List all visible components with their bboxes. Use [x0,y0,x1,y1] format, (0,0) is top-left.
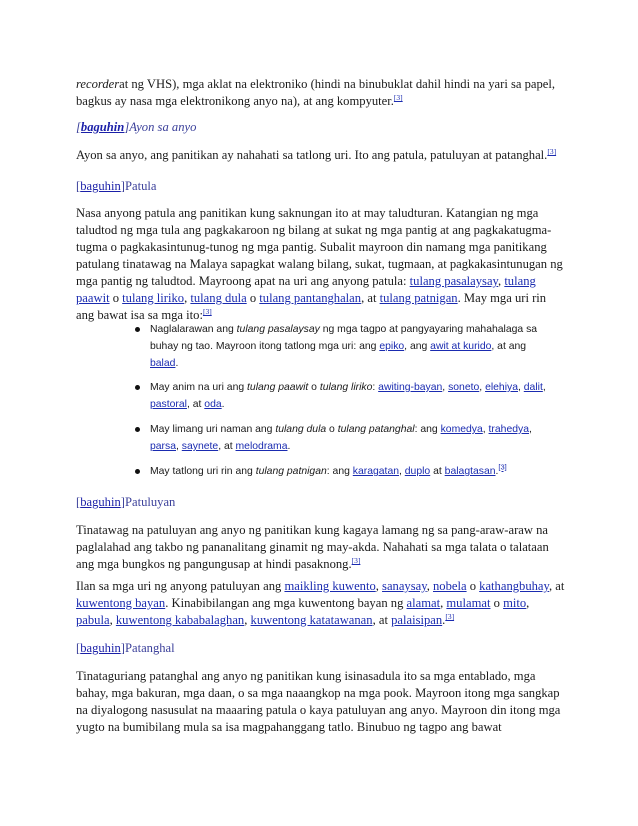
ayon-text: Ayon sa anyo, ang panitikan ay nahahati sa tatlong uri. Ito ang patula, patuluyan at patanghal. [76,148,548,162]
list-text: : ang [414,424,441,435]
link-tulang[interactable]: tulang [504,274,536,288]
patula-line: taludtod ng mga tula ang pagkakaroon ng bilang at sukat ng mga pantig at ang pagkakatugma- [76,223,552,237]
link-sanaysay[interactable]: sanaysay [382,579,427,593]
section-patuluyan-heading: [baguhin]Patuluyan [76,495,176,509]
list-em: tulang paawit [247,382,309,393]
list-text: buhay ng tao. Mayroon itong tatlong mga uri: ang [150,341,380,352]
link-mito[interactable]: mito [503,596,527,610]
link-kuwentong-bayan[interactable]: kuwentong bayan [76,596,166,610]
list-em: tulang patanghal [337,424,415,435]
patula-text: . May mga uri rin [457,291,547,305]
patula-text: mga pantig ng taludtod. Mayroong apat na uri ang anyong patula: [76,274,410,288]
link-tulang-pantanghalan[interactable]: tulang pantanghalan [259,291,362,305]
patuluyan-line: Tinatawag na patuluyan ang anyo ng panitikan kung kagaya lamang ng sa pang-araw-araw na [76,523,548,537]
link-awit-at-kurido[interactable]: awit at kurido [430,341,492,352]
link-kuwentong-kababalaghan[interactable]: kuwentong kababalaghan [115,613,245,627]
link-melodrama[interactable]: melodrama [235,441,288,452]
patanghal-paragraph [76,668,568,736]
link-komedya[interactable]: komedya [440,424,483,435]
link-karagatan[interactable]: karagatan [352,466,399,477]
list-text: : [372,382,379,393]
list-text: . [221,399,225,410]
list-text: : ang [326,466,353,477]
intro-paragraph [76,76,568,110]
intro-text-2: bagkus ay nasa mga elektronikong anyo na), at ang kompyuter. [76,94,394,108]
patula-text: ang bawat isa sa mga ito: [76,308,203,322]
patuluyan-paragraph-2 [76,578,568,629]
link-soneto[interactable]: soneto [448,382,480,393]
link-balad[interactable]: balad [150,358,176,369]
list-item-line: May anim na uri ang tulang paawit o tulang liriko: awiting-bayan, soneto, elehiya, dalit, [150,382,546,393]
patula-line: Nasa anyong patula ang panitikan kung saknungan ito at may taludturan. Katangian ng mga [76,206,539,220]
patula-conj: o [109,291,123,305]
edit-link-patuluyan[interactable]: baguhin [80,495,121,509]
bullet-icon [135,385,140,390]
list-item [132,321,562,372]
section-patanghal-title: Patanghal [124,641,175,655]
list-text: o [308,382,320,393]
patuluyan-line: pabula, kuwentong kababalaghan, kuwentong katatawanan, at palaisipan.[3] [76,611,455,627]
patuluyan-text: . [442,613,446,627]
patula-conj: o [246,291,260,305]
patula-line: paawit o tulang liriko, tulang dula o tulang pantanghalan, at tulang patnigan. May mga uri rin [76,291,547,305]
list-text: . [287,441,291,452]
patuluyan-ref-link[interactable]: [3] [445,611,455,621]
list-text: . [175,358,179,369]
list-item-line: May tatlong uri rin ang tulang patnigan: ang karagatan, duplo at balagtasan.[3] [150,462,507,477]
list-item-line: May limang uri naman ang tulang dula o tulang patanghal: ang komedya, trahedya, [150,424,532,435]
link-tulang-liriko[interactable]: tulang liriko [122,291,185,305]
patula-conj: , at [361,291,380,305]
list-text: , at ang [491,341,527,352]
edit-link-patula[interactable]: baguhin [80,179,121,193]
link-epiko[interactable]: epiko [379,341,405,352]
list-item [132,379,562,413]
list-item-line [150,396,562,413]
intro-ref-link[interactable]: [3] [393,92,403,102]
patuluyan-line: Ilan sa mga uri ng anyong patuluyan ang maikling kuwento, sanaysay, nobela o kathangbuhay, at [76,579,565,593]
list-item-line: parsa, saynete, at melodrama. [150,441,291,452]
link-mulamat[interactable]: mulamat [446,596,491,610]
intro-line-2 [76,93,568,110]
link-pabula[interactable]: pabula [76,613,110,627]
link-tulang-patnigan[interactable]: tulang patnigan [379,291,458,305]
patula-paragraph [76,205,568,324]
section-patula-title: Patula [124,179,157,193]
intro-em: recorder [76,77,120,91]
link-elehiya[interactable]: elehiya [485,382,518,393]
ayon-paragraph [76,147,568,164]
edit-link-ayon[interactable]: baguhin [80,120,125,134]
link-duplo[interactable]: duplo [404,466,431,477]
link-tulang-dula[interactable]: tulang dula [190,291,247,305]
patula-line: mga pantig ng taludtod. Mayroong apat na uri ang anyong patula: tulang pasalaysay, tulang [76,274,536,288]
patuluyan-text: , at [372,613,392,627]
link-kathangbuhay[interactable]: kathangbuhay [479,579,549,593]
patanghal-line: Tinataguriang patanghal ang anyo ng panitikan kung isinasadula ito sa mga entablado, mga [76,669,536,683]
list-em: tulang pasalaysay [236,324,320,335]
list-em: tulang dula [275,424,327,435]
patuluyan-text: ang mga bungkos ng pangungusap at hindi pasaknong. [76,557,352,571]
patuluyan-line [76,556,568,573]
list-ref-link[interactable]: [3] [498,462,507,472]
list-text: May anim na uri ang [150,382,248,393]
patula-line: patulang tinatawag na Malaya sapagkat walang bilang, sukat, tugmaan, at pagkakasintunugan ng [76,257,563,271]
list-text: Naglalarawan ang [150,324,237,335]
list-text: at [430,466,445,477]
link-kuwentong-katatawanan[interactable]: kuwentong katatawanan [250,613,373,627]
patuluyan-paragraph-1 [76,522,568,573]
list-text: May limang uri naman ang [150,424,276,435]
list-text: o [326,424,338,435]
bullet-icon [135,469,140,474]
section-patuluyan-title: Patuluyan [124,495,176,509]
patuluyan-ref-link[interactable]: [3] [351,555,361,565]
patuluyan-text: o [466,579,480,593]
link-parsa[interactable]: parsa [150,441,176,452]
link-balagtasan[interactable]: balagtasan [444,466,496,477]
list-text: , at [186,399,205,410]
patula-line: tugma o pagkakasintunug-tunog ng mga pantig. Subalit mayroon din namang mga panitikang [76,240,547,254]
link-alamat[interactable]: alamat [406,596,441,610]
list-item-line [150,321,562,338]
list-text: May tatlong uri rin ang [150,466,256,477]
intro-text-1: at ng VHS), mga aklat na elektroniko (hindi na binubuklat dahil hindi na yari sa papel, [119,77,556,91]
bullet-icon [135,327,140,332]
link-saynete[interactable]: saynete [181,441,219,452]
ayon-ref-link[interactable]: [3] [547,146,557,156]
list-item-line [150,355,562,372]
patanghal-line: bahay, mga bakuran, mga daan, o sa mga naaangkop na mga pook. Mayroon itong mga sangkap [76,686,560,700]
patuluyan-text: . Kinabibilangan ang mga kuwentong bayan ng [165,596,407,610]
list-item [132,421,562,455]
section-patanghal-heading: [baguhin]Patanghal [76,641,175,655]
list-em: tulang patnigan [255,466,327,477]
link-oda[interactable]: oda [204,399,222,410]
list-text: ng mga tagpo at pangyayaring mahahalaga sa [319,324,538,335]
patanghal-line: yugto na bumibilang mula sa isa magpahanggang tatlo. Binubuo ng tagpo ang bawat [76,720,502,734]
list-item [132,463,562,480]
list-text: , ang [404,341,431,352]
patuluyan-text: o [490,596,504,610]
link-trahedya[interactable]: trahedya [488,424,529,435]
patuluyan-text: , at [549,579,565,593]
intro-line-1 [76,76,568,93]
patuluyan-line: kuwentong bayan. Kinabibilangan ang mga kuwentong bayan ng alamat, mulamat o mito, [76,596,530,610]
link-palaisipan[interactable]: palaisipan [391,613,443,627]
section-ayon-title: Ayon sa anyo [129,120,197,134]
list-item-line [150,338,562,355]
patuluyan-line: paglalahad ang takbo ng pananalitang ginamit ng may-akda. Nahahati sa mga talata o talataan [76,540,549,554]
link-pastoral[interactable]: pastoral [150,399,187,410]
link-awiting-bayan[interactable]: awiting-bayan [378,382,443,393]
list-text: , at [218,441,236,452]
list-text: . [495,466,499,477]
section-patula-heading: [baguhin]Patula [76,179,157,193]
section-ayon-heading: [baguhin]Ayon sa anyo [76,120,197,134]
bullet-icon [135,427,140,432]
link-nobela[interactable]: nobela [433,579,467,593]
link-maikling-kuwento[interactable]: maikling kuwento [284,579,376,593]
edit-link-patanghal[interactable]: baguhin [80,641,121,655]
link-dalit[interactable]: dalit [523,382,543,393]
patanghal-line: na diyalogong nasusulat na maaaring patula o kaya patuluyan ang anyo. Mayroon din itong mga [76,703,561,717]
patula-ref-link[interactable]: [3] [202,306,212,316]
link-tulang-pasalaysay[interactable]: tulang pasalaysay [409,274,499,288]
patuluyan-text: Ilan sa mga uri ng anyong patuluyan ang [76,579,285,593]
link-paawit[interactable]: paawit [76,291,110,305]
list-em: tulang liriko [319,382,373,393]
